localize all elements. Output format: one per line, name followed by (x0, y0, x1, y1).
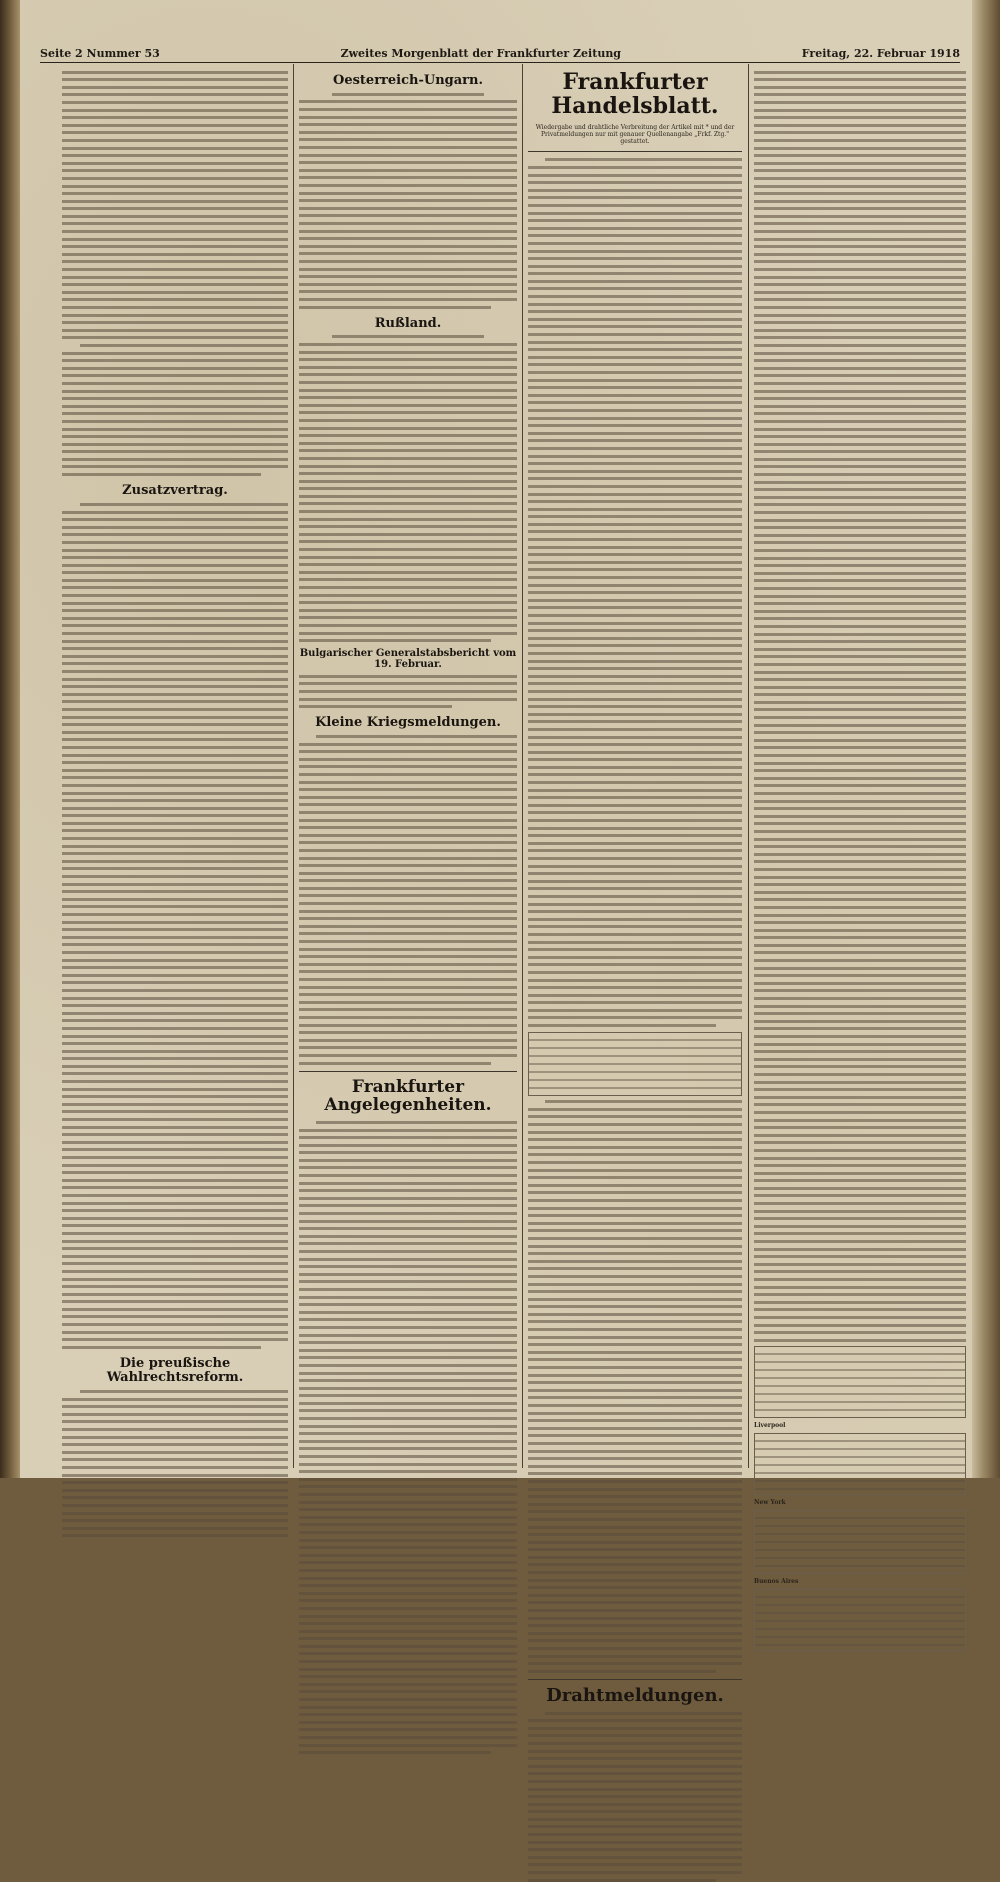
column-1 (62, 66, 288, 1466)
column-rule (522, 64, 523, 1468)
section-heading: Die preußische Wahlrechtsreform. (106, 1355, 244, 1386)
section-heading: Oesterreich-Ungarn. (333, 73, 483, 88)
section-heading: Zusatzvertrag. (122, 483, 228, 499)
market-heading: Liverpool (754, 1422, 786, 1430)
article-text-block (528, 1100, 742, 1673)
market-table (754, 1589, 966, 1651)
article-text-block (754, 71, 966, 1342)
page-header (40, 46, 960, 63)
article-text-block (528, 158, 742, 1027)
market-heading: New York (754, 1499, 786, 1507)
market-table (754, 1433, 966, 1495)
column-rule (748, 64, 749, 1468)
market-table (754, 1346, 966, 1418)
article-text-block (62, 503, 288, 1349)
section-heading: Kleine Kriegsmeldungen. (315, 715, 501, 731)
section-heading: Frankfurter Handelsblatt. (551, 69, 719, 120)
article-text-block (62, 1390, 288, 1537)
book-binding (0, 0, 20, 1478)
article-text-block (299, 675, 517, 708)
market-heading: Buenos Aires (754, 1578, 799, 1586)
article-text-block (299, 335, 517, 642)
masthead-line: Zweites Morgenblatt der Frankfurter Zeitung (340, 46, 622, 60)
column-rule (293, 64, 294, 1468)
section-heading: Frankfurter Angelegenheiten. (324, 1076, 492, 1116)
section-divider (528, 151, 742, 152)
column-3 (528, 66, 742, 1706)
dividend-table (528, 1032, 742, 1096)
article-text-block (299, 1121, 517, 1754)
page-number: Seite 2 Nummer 53 (40, 46, 160, 60)
article-text-block (62, 71, 288, 476)
market-table (754, 1510, 966, 1574)
page-edge (972, 0, 1000, 1478)
column-4 (754, 66, 966, 1586)
section-divider (299, 1071, 517, 1072)
page-date: Freitag, 22. Februar 1918 (801, 46, 960, 60)
section-heading: Drahtmeldungen. (546, 1684, 724, 1706)
article-text-block (299, 93, 517, 309)
article-text-block (528, 1712, 742, 1882)
section-divider (528, 1679, 742, 1680)
section-heading: Bulgarischer Generalstabsbericht vom 19. Februar. (299, 648, 517, 671)
copyright-notice: Wiedergabe und drahtliche Verbreitung der Artikel mit * und der Privatmeldungen nur mit genauer Quellenangabe „Frkf. Ztg." gestattet. (535, 124, 735, 146)
article-text-block (299, 735, 517, 1065)
column-2 (299, 66, 517, 1466)
section-heading: Rußland. (374, 315, 442, 331)
